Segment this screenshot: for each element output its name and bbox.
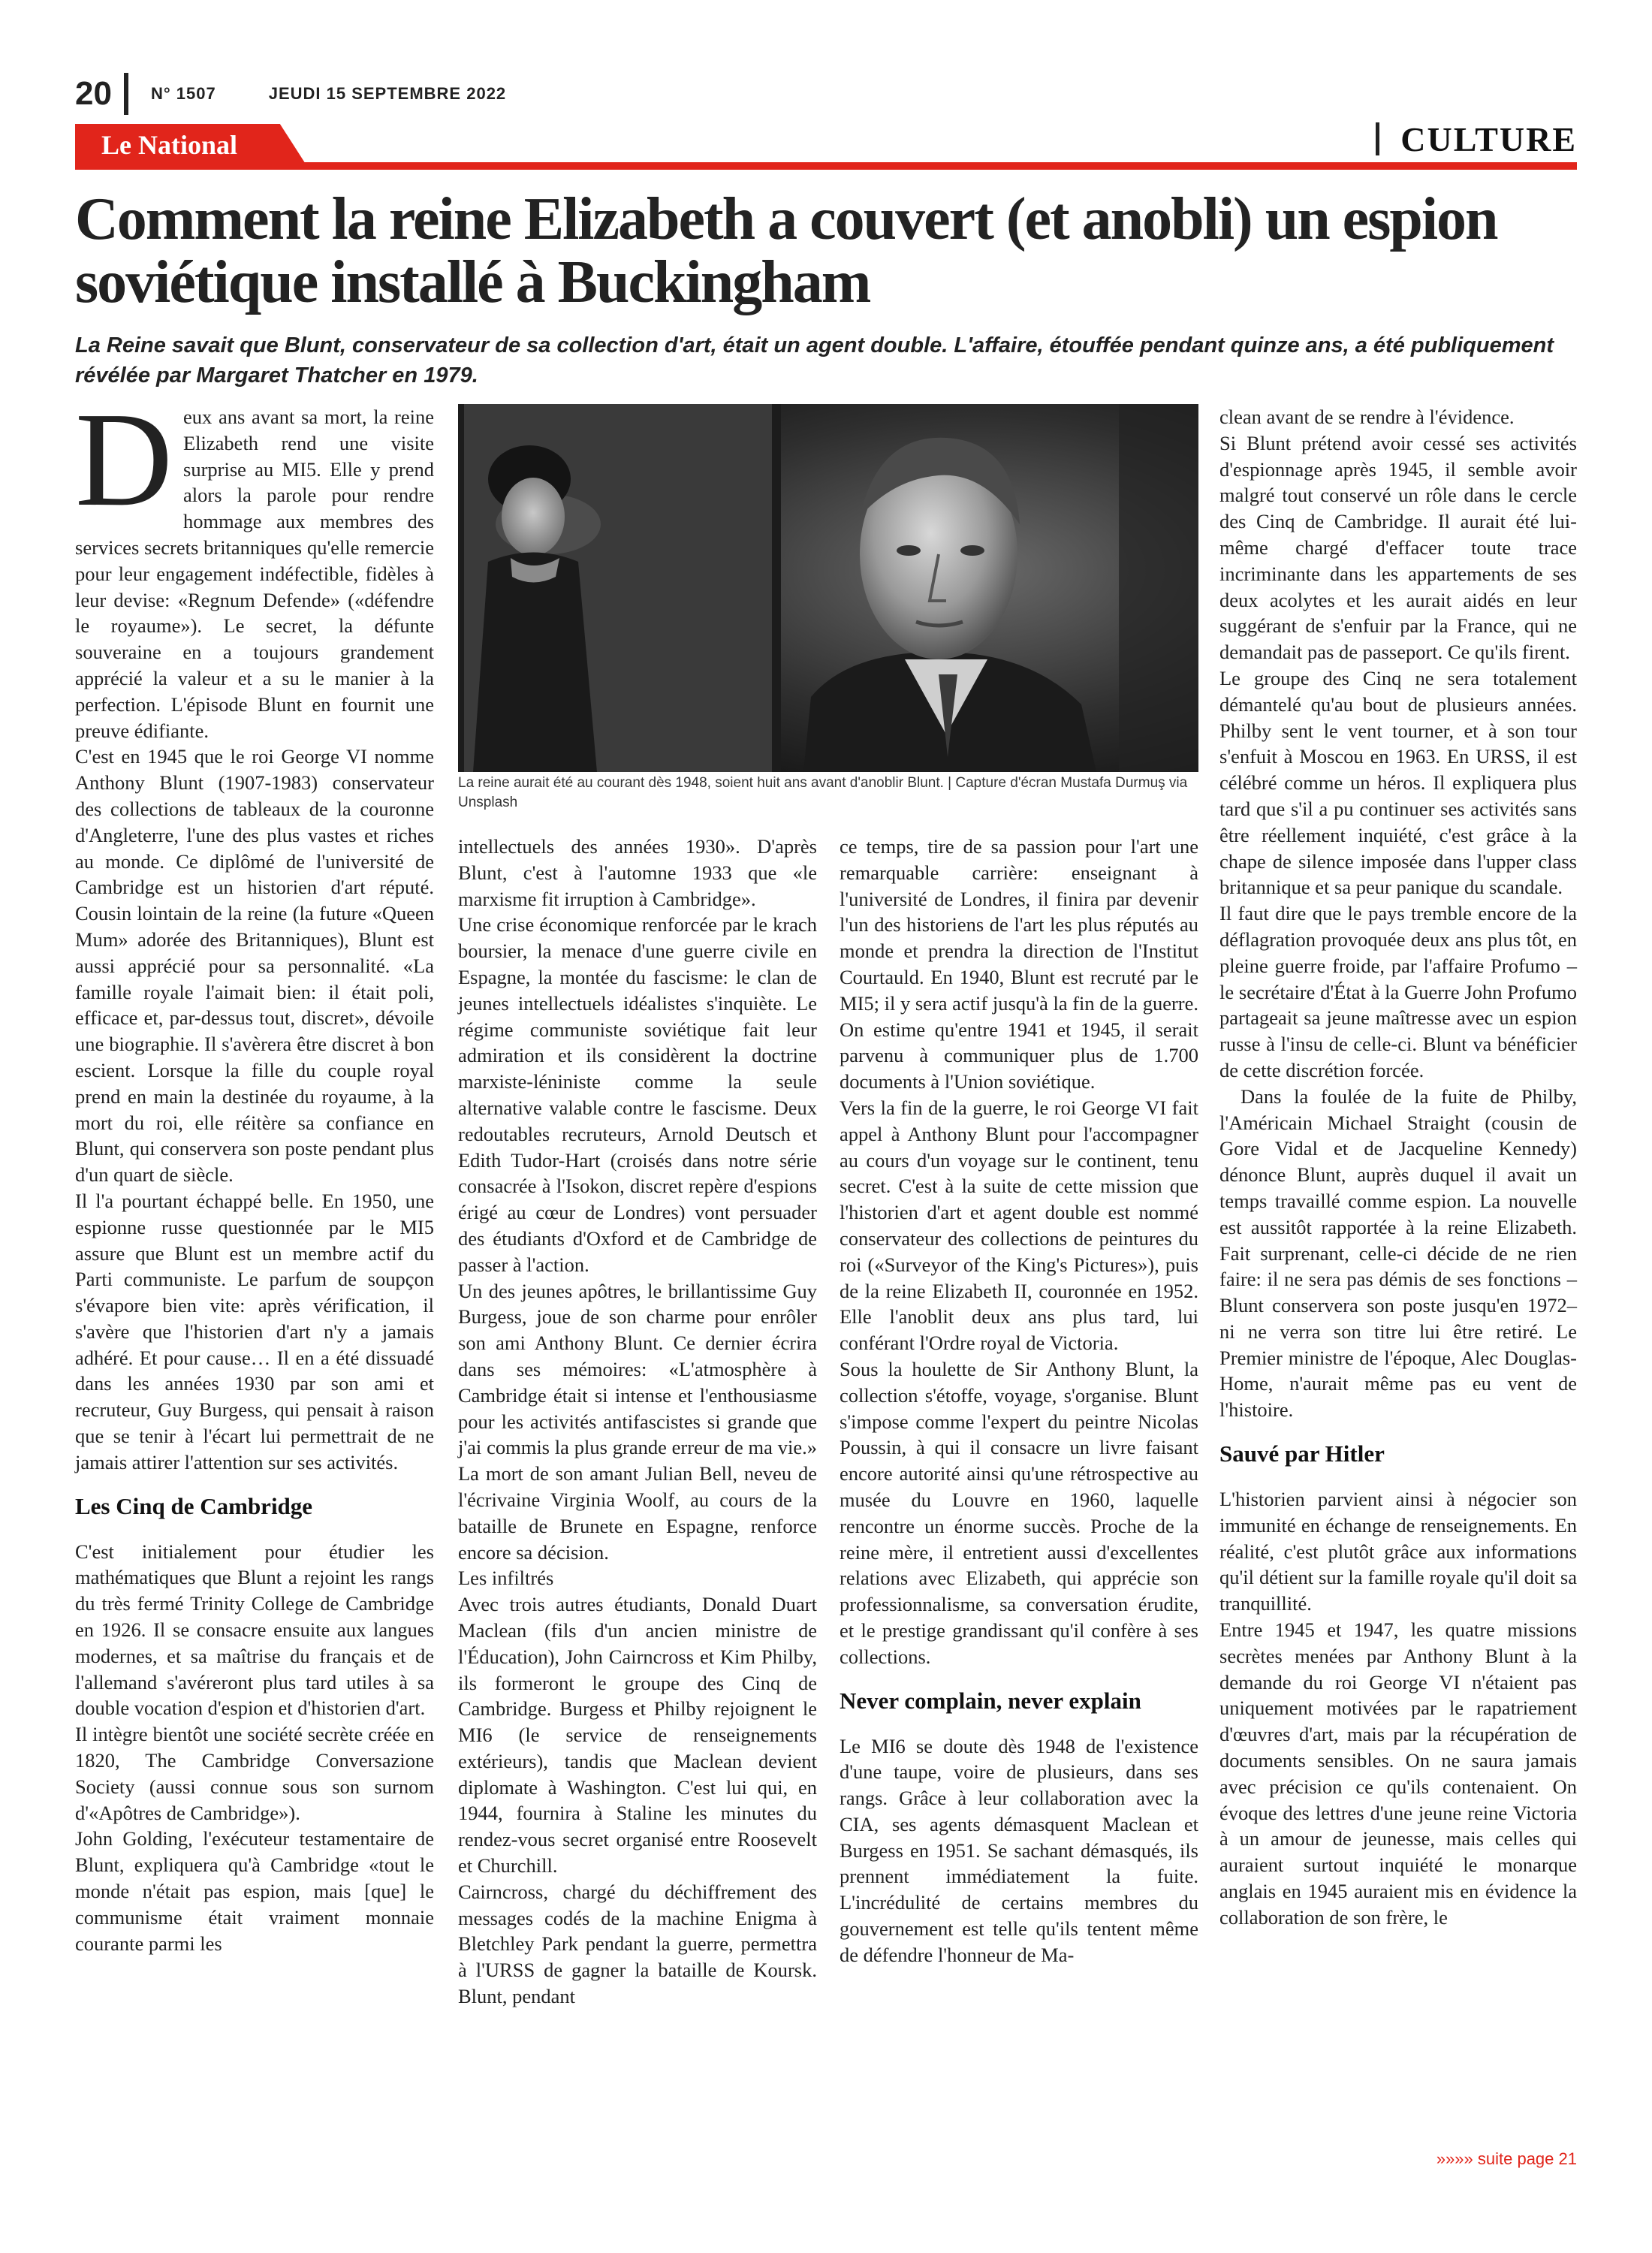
section-header [1376,120,1577,158]
paragraph: Les infiltrés [458,1567,554,1590]
article-column-2 [458,834,817,2010]
issue-date: JEUDI 15 SEPTEMBRE 2022 [268,84,507,103]
paragraph: Un des jeunes apôtres, le brillantissime Guy Burgess, joue de son charme pour enrôler son ami Anthony Blunt. Ce dernier écrira dans ses mémoires: «L'atmosphère à Cambridge était si intense et l'enthousiasme pour les activités antifascistes si grande que j'ai commis la plus grande erreur de ma vie.» La mort de son amant Julian Bell, neveu de l'écrivaine Virginia Woolf, au cours de la bataille de Brunete en Espagne, renforce encore sa décision. [458,1279,817,1564]
paragraph: Il faut dire que le pays tremble encore de la déflagration provoquée deux ans plus tôt, en pleine guerre froide, par l'affaire Profumo –le secrétaire d'État à la Guerre John Profumo partageait sa jeune maîtresse avec un espion russe à l'insu de celle-ci. Blunt va bénéficier de cette discrétion forcée. [1219,902,1577,1081]
paragraph: Sous la houlette de Sir Anthony Blunt, la collection s'étoffe, voyage, s'organise. Blunt s'impose comme l'expert du peintre Nicolas Poussin, à qui il consacre un livre faisant encore autorité ainsi qu'une rétrospective au musée du Louvre en 1960, laquelle rencontre un énorme succès. Proche de la reine mère, il entretient aussi d'excellentes relations avec Elizabeth, qui apprécie son professionnalisme, sa conversation érudite, et le prestige grandissant qu'il confère à ses collections. [840,1357,1198,1668]
drop-cap: D [75,385,173,534]
article-photo [458,404,1198,772]
section-divider [1376,122,1379,155]
issue-number: N° 1507 [150,84,216,103]
paragraph: C'est en 1945 que le roi George VI nomme Anthony Blunt (1907-1983) conservateur des collections de tableaux de la couronne d'Angleterre, l'une des plus vastes et riches au monde. Ce diplômé de l'université de Cambridge est un historien d'art réputé. Cousin lointain de la reine (la future «Queen Mum» adorée des Britanniques), Blunt est aussi apprécié pour sa personnalité. «La famille royale l'aimait bien: il était poli, efficace et, par-dessus tout, discret», dévoile une biographie. Il s'avèrera être discret à bon escient. Lorsque la fille du couple royal prend en main la destinée du royaume, à la mort du roi, elle réitère sa confiance en Blunt, qui conservera son poste pendant plus d'un quart de siècle. [75,745,434,1187]
folio-line [75,71,506,116]
brand-name: Le National [101,130,238,160]
paragraph: Entre 1945 et 1947, les quatre missions secrètes menées par Anthony Blunt à la demande du roi George VI n'étaient pas uniquement motivées par le rapatriement d'œuvres d'art, mais par la récupération de documents sensibles. On ne saura jamais avec précision ce qu'ils contenaient. On évoque des lettres d'une jeune reine Victoria à un amour de jeunesse, mais celles qui auraient surtout inquiété le monarque anglais en 1945 auraient mis en évidence la collaboration de son frère, le [1219,1618,1577,1929]
paragraph: C'est initialement pour étudier les mathématiques que Blunt a rejoint les rangs du très fermé Trinity College de Cambridge en 1926. Il se consacre ensuite aux langues modernes, et sa maîtrise du français et de l'allemand s'avéreront plus tard utiles à sa double vocation d'espion et d'historien d'art. [75,1540,434,1720]
photo-caption: La reine aurait été au courant dès 1948, soient huit ans avant d'anoblir Blunt. | Capture d'écran Mustafa Durmuş via Unsplash [458,775,1188,810]
standfirst: La Reine savait que Blunt, conservateur de sa collection d'art, était un agent double. L'affaire, étouffée pendant quinze ans, a été publiquement révélée par Margaret Thatcher en 1979. [75,333,1554,388]
subheading: Les Cinq de Cambridge [75,1492,313,1519]
paragraph: Il intègre bientôt une société secrète créée en 1820, The Cambridge Conversazione Society (aussi connue sous son surnom d'«Apôtres de Cambridge»). [75,1723,434,1824]
paragraph: Il l'a pourtant échappé belle. En 1950, une espionne russe questionnée par le MI5 assure que Blunt est un membre actif du Parti communiste. Le parfum de soupçon s'évapore bien vite: après vérification, il s'avère que l'historien d'art n'y a jamais adhéré. Et pour cause… Il en a été dissuadé dans les années 1930 par son ami et recruteur, Guy Burgess, qui pensait à raison que se tenir à l'écart lui permettrait de ne jamais attirer l'attention sur ses activités. [75,1189,434,1473]
headline: Comment la reine Elizabeth a couvert (et anobli) un espion soviétique installé à Buckingham [75,186,1497,315]
article-column-1 [75,385,434,1956]
paragraph: Le groupe des Cinq ne sera totalement démantelé qu'au bout de plusieurs années. Philby sent le vent tourner, et à son tour s'enfuit à Moscou en 1963. En URSS, il est célébré comme un héros. Il expliquera plus tard que s'il a pu continuer ses activités sans être réellement inquiété, c'est grâce à la chape de silence imposée dans l'upper class britannique et sa peur panique du scandale. [1219,666,1577,899]
article-column-3 [840,834,1198,1968]
subheading: Sauvé par Hitler [1219,1440,1385,1467]
page-number: 20 [75,75,112,112]
continued-link[interactable]: »»»» suite page 21 [1436,2149,1577,2168]
portrait-photo [458,404,1198,772]
section-rule [75,162,1577,170]
paragraph: Cairncross, chargé du déchiffrement des messages codés de la machine Enigma à Bletchley Park pendant la guerre, permettra à l'URSS de gagner la bataille de Koursk. Blunt, pendant [458,1880,817,2008]
section-label: CULTURE [1400,119,1577,158]
paragraph: Si Blunt prétend avoir cessé ses activités d'espionnage après 1945, il semble avoir malgré tout conservé un rôle dans le cercle des Cinq de Cambridge. Il aurait été lui-même chargé d'effacer toute trace incriminante dans les appartements de ses deux acolytes et les aurait aidés en leur suggérant de s'enfuir par la France, qui ne demandait pas de passeport. Ce qu'ils firent. [1219,431,1577,664]
folio-divider [124,73,128,115]
paragraph: L'historien parvient ainsi à négocier son immunité en échange de renseignements. En réalité, c'est plutôt grâce aux informations qu'il détient sur la famille royale qu'il doit sa tranquillité. [1219,1488,1577,1615]
article-column-4 [1219,404,1577,1931]
paragraph: Une crise économique renforcée par le krach boursier, la menace d'une guerre civile en Espagne, la montée du fascisme: le clan de jeunes intellectuels idéalistes s'inquiète. Le régime communiste soviétique fait leur admiration et ils considèrent la doctrine marxiste-léniniste comme la seule alternative valable contre le fascisme. Deux redoutables recruteurs, Arnold Deutsch et Edith Tudor-Hart (croisés dans notre série consacrée à l'Isokon, discret repère d'espions érigé au cœur de Londres) vont persuader des étudiants d'Oxford et de Cambridge de passer à l'action. [458,913,817,1276]
paragraph: Vers la fin de la guerre, le roi George VI fait appel à Anthony Blunt pour l'accompagner au cours d'un voyage sur le continent, tenu secret. C'est à la suite de cette mission que l'historien d'art et agent double est nommé conservateur des collections de peintures du roi («Surveyor of the King's Pictures»), puis de la reine Elizabeth II, couronnée en 1952. Elle l'anoblit deux ans plus tard, lui conférant l'Ordre royal de Victoria. [840,1096,1198,1355]
paragraph-text: eux ans avant sa mort, la reine Elizabeth rend une visite surprise au MI5. Elle y prend alors la parole pour rendre hommage aux membres des services secrets britanniques qu'elle remercie pour leur engagement indéfectible, fidèles à leur devise: «Regnum Defende» («défendre le royaume»). Le secret, la défunte souveraine en a toujours grandement apprécié la valeur et a su le manier à la perfection. L'épisode Blunt en fournit une preuve édifiante. [75,406,434,742]
paragraph [75,385,434,743]
paragraph: Dans la foulée de la fuite de Philby, l'Américain Michael Straight (cousin de Gore Vidal et de Jacqueline Kennedy) dénonce Blunt, auprès duquel il avait un temps travaillé comme espion. La nouvelle est aussitôt rapportée à la reine Elizabeth. Fait surprenant, celle-ci décide de ne rien faire: il ne sera pas démis de ses fonctions –Blunt conservera son poste jusqu'en 1972– ni ne verra son titre lui être retiré. Le Premier ministre de l'époque, Alec Douglas-Home, n'aurait même pas eu vent de l'histoire. [1219,1084,1577,1422]
paragraph: John Golding, l'exécuteur testamentaire de Blunt, expliquera qu'à Cambridge «tout le monde n'était pas espion, mais [que] le communisme était vraiment monnaie courante parmi les [75,1827,434,1955]
paragraph: Le MI6 se doute dès 1948 de l'existence d'une taupe, voire de plusieurs, dans ses rangs. Grâce à leur collaboration avec la CIA, ses agents démasquent Maclean et Burgess en 1951. Se sachant démasqués, ils prennent immédiatement la fuite. L'incrédulité de certains membres du gouvernement est telle qu'ils tentent même de défendre l'honneur de Ma- [840,1734,1198,1966]
paragraph: ce temps, tire de sa passion pour l'art une remarquable carrière: enseignant à l'université de Londres, il finira par devenir l'un des historiens de l'art les plus réputés au monde et prendra la direction de l'Institut Courtauld. En 1940, Blunt est recruté par le MI5; il y sera actif jusqu'à la fin de la guerre. On estime qu'entre 1941 et 1945, il serait parvenu à communiquer plus de 1.700 documents à l'Union soviétique. [840,835,1198,1093]
paragraph: clean avant de se rendre à l'évidence. [1219,406,1515,428]
paragraph: Avec trois autres étudiants, Donald Duart Maclean (fils d'un ancien ministre de l'Éducation), John Cairncross et Kim Philby, ils formeront le groupe des Cinq de Cambridge. Burgess et Philby rejoignent le MI6 (le service de renseignements extérieurs), tandis que Maclean devient diplomate à Washington. C'est lui qui, en 1944, fournira à Staline les minutes du rendez-vous secret organisé entre Roosevelt et Churchill. [458,1593,817,1878]
subheading: Never complain, never explain [840,1687,1141,1714]
paragraph: intellectuels des années 1930». D'après Blunt, c'est à l'automne 1933 que «le marxisme fit irruption à Cambridge». [458,835,817,910]
